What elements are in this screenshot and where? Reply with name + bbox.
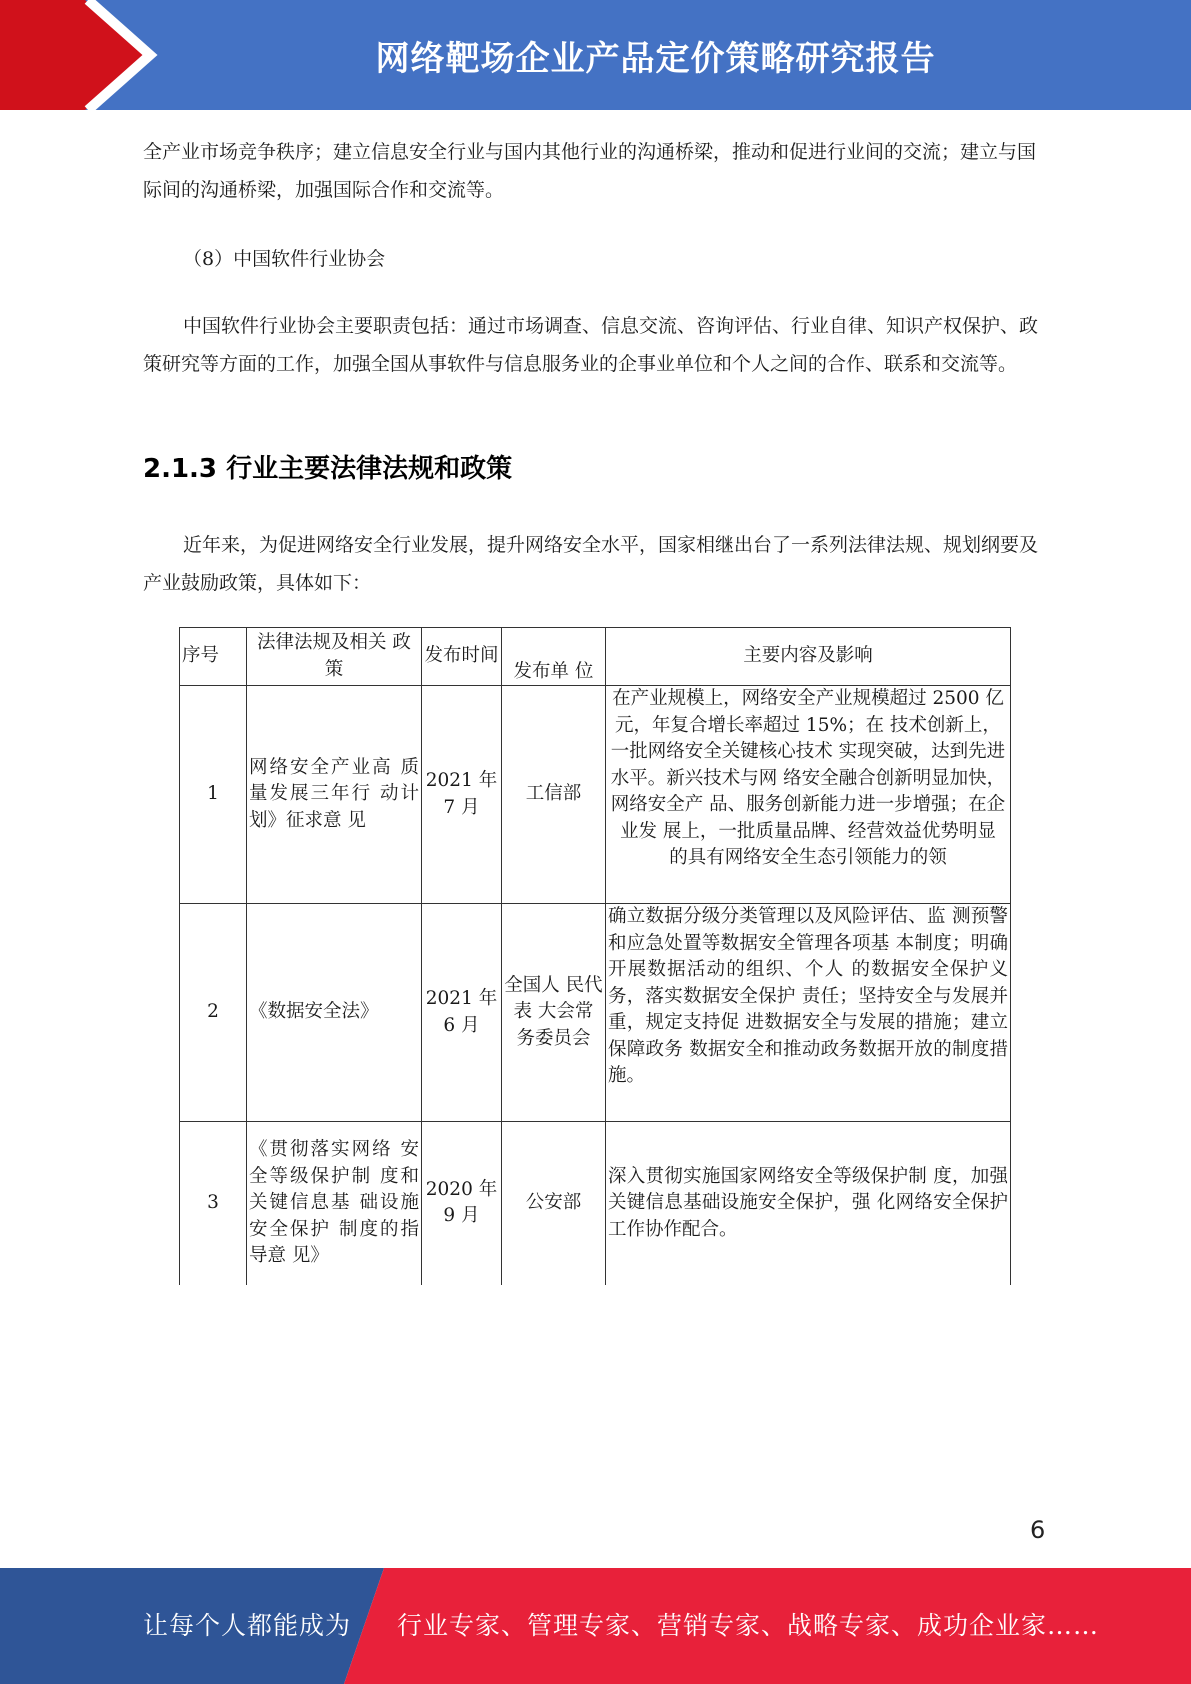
row-date: 2021 年 7 月 bbox=[422, 686, 502, 904]
footer-slogan-right: 行业专家、管理专家、营销专家、战略专家、成功企业家…… bbox=[397, 1611, 1100, 1640]
row-org: 工信部 bbox=[502, 686, 606, 904]
paragraph-policy-intro: 近年来，为促进网络安全行业发展，提升网络安全水平，国家相继出台了一系列法律法规、规划纲要及产业鼓励政策，具体如下： bbox=[143, 534, 1039, 594]
header-date: 发布时间 bbox=[422, 628, 502, 686]
page-number: 6 bbox=[1030, 1516, 1046, 1544]
row-date: 2021 年 6 月 bbox=[422, 904, 502, 1122]
table-row bbox=[180, 904, 1011, 1122]
header-org: 发布单 位 bbox=[502, 628, 606, 686]
report-title: 网络靶场企业产品定价策略研究报告 bbox=[375, 38, 936, 79]
row-content: 确立数据分级分类管理以及风险评估、监 测预警和应急处置等数据安全管理各项基 本制度；明确开展数据活动的组织、个人 的数据安全保护义务，落实数据安全保护 责任；坚持安全与发展并重，规定支持促 进数据安全与发展的措施；建立保障政务 数据安全和推动政务数据开放的制度措 施。 bbox=[606, 904, 1011, 1122]
row-no: 1 bbox=[180, 686, 247, 904]
row-content: 在产业规模上，网络安全产业规模超过 2500 亿元，年复合增长率超过 15%；在 技术创新上，一批网络安全关键核心技术 实现突破，达到先进水平。新兴技术与网 络安全融合创新明显加快，网络安全产 品、服务创新能力进一步增强；在企业发 展上，一批质量品牌、经营效益优势明显 的具有网络安全生态引领能力的领 bbox=[606, 686, 1011, 904]
row-name: 网络安全产业高 质量发展三年行 动计划》征求意 见 bbox=[247, 686, 422, 904]
row-org: 全国人 民代表 大会常 务委员会 bbox=[502, 904, 606, 1122]
page-header bbox=[0, 0, 1191, 110]
subsection-label: （8）中国软件行业协会 bbox=[183, 248, 386, 270]
table-row bbox=[180, 686, 1011, 904]
table-row bbox=[180, 1122, 1011, 1285]
row-name: 《数据安全法》 bbox=[247, 904, 422, 1122]
row-name: 《贯彻落实网络 安全等级保护制 度和关键信息基 础设施安全保护 制度的指导意 见》 bbox=[247, 1122, 422, 1285]
row-content: 深入贯彻实施国家网络安全等级保护制 度，加强关键信息基础设施安全保护，强 化网络安全保护工作协作配合。 bbox=[606, 1122, 1011, 1285]
paragraph-industry-order: 全产业市场竞争秩序；建立信息安全行业与国内其他行业的沟通桥梁，推动和促进行业间的交流；建立与国际间的沟通桥梁，加强国际合作和交流等。 bbox=[143, 141, 1037, 201]
footer-slogan-left: 让每个人都能成为 bbox=[143, 1611, 352, 1640]
header-no: 序号 bbox=[180, 628, 247, 686]
row-date: 2020 年 9 月 bbox=[422, 1122, 502, 1285]
row-no: 2 bbox=[180, 904, 247, 1122]
page-footer bbox=[0, 1568, 1191, 1684]
row-no: 3 bbox=[180, 1122, 247, 1285]
header-content: 主要内容及影响 bbox=[606, 628, 1011, 686]
section-heading: 2.1.3 行业主要法律法规和政策 bbox=[143, 454, 513, 484]
row-org: 公安部 bbox=[502, 1122, 606, 1285]
paragraph-csia-duties: 中国软件行业协会主要职责包括：通过市场调查、信息交流、咨询评估、行业自律、知识产权保护、政策研究等方面的工作，加强全国从事软件与信息服务业的企事业单位和个人之间的合作、联系和交流等。 bbox=[143, 315, 1039, 375]
policy-table bbox=[179, 627, 1011, 1285]
table-header-row bbox=[180, 628, 1011, 686]
header-name: 法律法规及相关 政策 bbox=[247, 628, 422, 686]
